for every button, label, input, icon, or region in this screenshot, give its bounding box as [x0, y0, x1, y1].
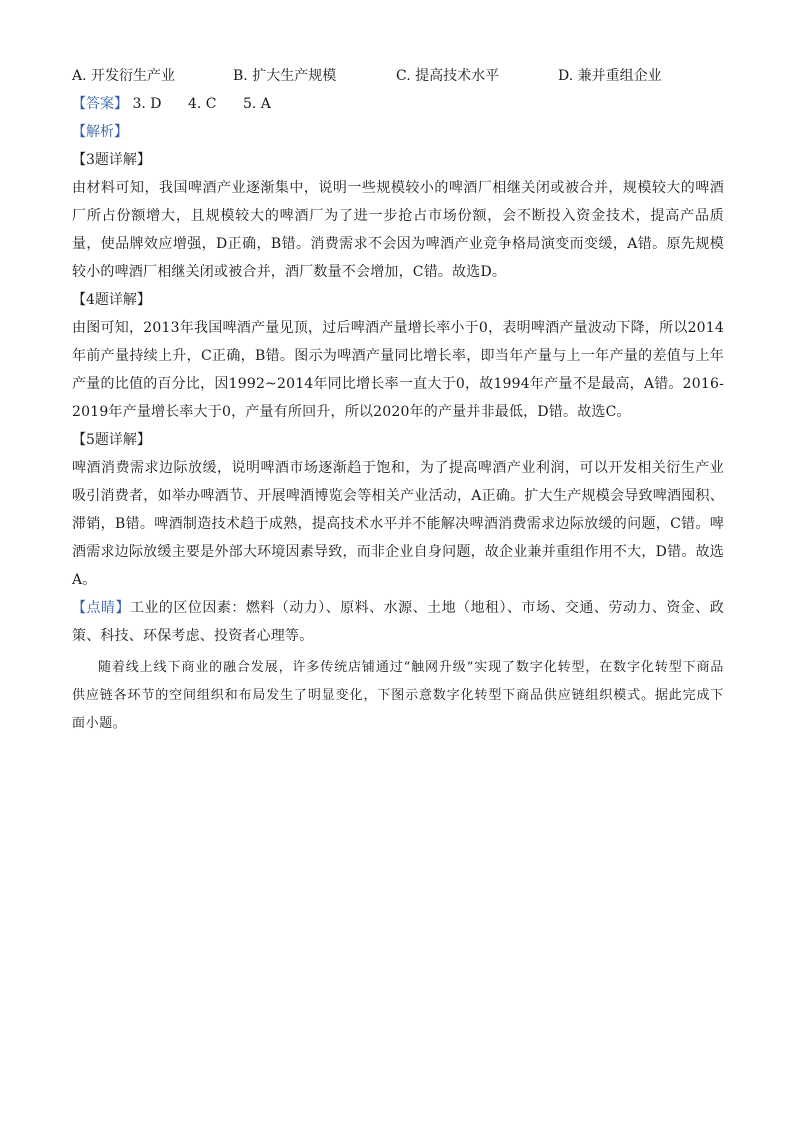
- tips-label: 【点睛】: [72, 600, 130, 616]
- document-page: [72, 62, 724, 738]
- option-a: A. 开发衍生产业: [72, 68, 176, 84]
- q5-heading: 【5题详解】: [72, 432, 151, 448]
- answer-q4: 4. C: [187, 96, 217, 112]
- option-d: D. 兼并重组企业: [558, 68, 662, 84]
- analysis-label: 【解析】: [72, 124, 128, 140]
- option-b: B. 扩大生产规模: [233, 68, 337, 84]
- q5-explanation: 啤酒消费需求边际放缓，说明啤酒市场逐渐趋于饱和，为了提高啤酒产业利润，可以开发相关衍生产业吸引消费者，如举办啤酒节、开展啤酒博览会等相关产业活动，A正确。扩大生产规模会导致啤酒囤积、滞销，B错。啤酒制造技术趋于成熟，提高技术水平并不能解决啤酒消费需求边际放缓的问题，C错。啤酒需求边际放缓主要是外部大环境因素导致，而非企业自身问题，故企业兼并重组作用不大，D错。故选A。: [72, 460, 724, 588]
- answer-options: [72, 62, 724, 90]
- answer-label: 【答案】: [72, 96, 128, 112]
- option-c: C. 提高技术水平: [396, 68, 500, 84]
- q4-heading: 【4题详解】: [72, 292, 151, 308]
- tips-text: 工业的区位因素：燃料（动力）、原料、水源、土地（地租）、市场、交通、劳动力、资金、政策、科技、环保考虑、投资者心理等。: [72, 600, 724, 644]
- tips-paragraph: [72, 594, 724, 650]
- q3-explanation: 由材料可知，我国啤酒产业逐渐集中，说明一些规模较小的啤酒厂相继关闭或被合并，规模较大的啤酒厂所占份额增大，且规模较大的啤酒厂为了进一步抢占市场份额，会不断投入资金技术，提高产品质量，使品牌效应增强，D正确，B错。消费需求不会因为啤酒产业竞争格局演变而变缓，A错。原先规模较小的啤酒厂相继关闭或被合并，酒厂数量不会增加，C错。故选D。: [72, 180, 724, 280]
- answer-line: [72, 90, 724, 118]
- q3-heading: 【3题详解】: [72, 152, 151, 168]
- next-question-intro: 随着线上线下商业的融合发展，许多传统店铺通过“触网升级”实现了数字化转型，在数字化转型下商品供应链各环节的空间组织和布局发生了明显变化，下图示意数字化转型下商品供应链组织模式。据此完成下面小题。: [72, 660, 724, 731]
- answer-q5: 5. A: [242, 96, 271, 112]
- q4-explanation: 由图可知，2013年我国啤酒产量见顶，过后啤酒产量增长率小于0，表明啤酒产量波动下降，所以2014年前产量持续上升，C正确，B错。图示为啤酒产量同比增长率，即当年产量与上一年产量的差值与上年产量的比值的百分比，因1992~2014年同比增长率一直大于0，故1994年产量不是最高，A错。2016-2019年产量增长率大于0，产量有所回升，所以2020年的产量并非最低，D错。故选C。: [72, 320, 724, 420]
- answer-q3: 3. D: [132, 96, 162, 112]
